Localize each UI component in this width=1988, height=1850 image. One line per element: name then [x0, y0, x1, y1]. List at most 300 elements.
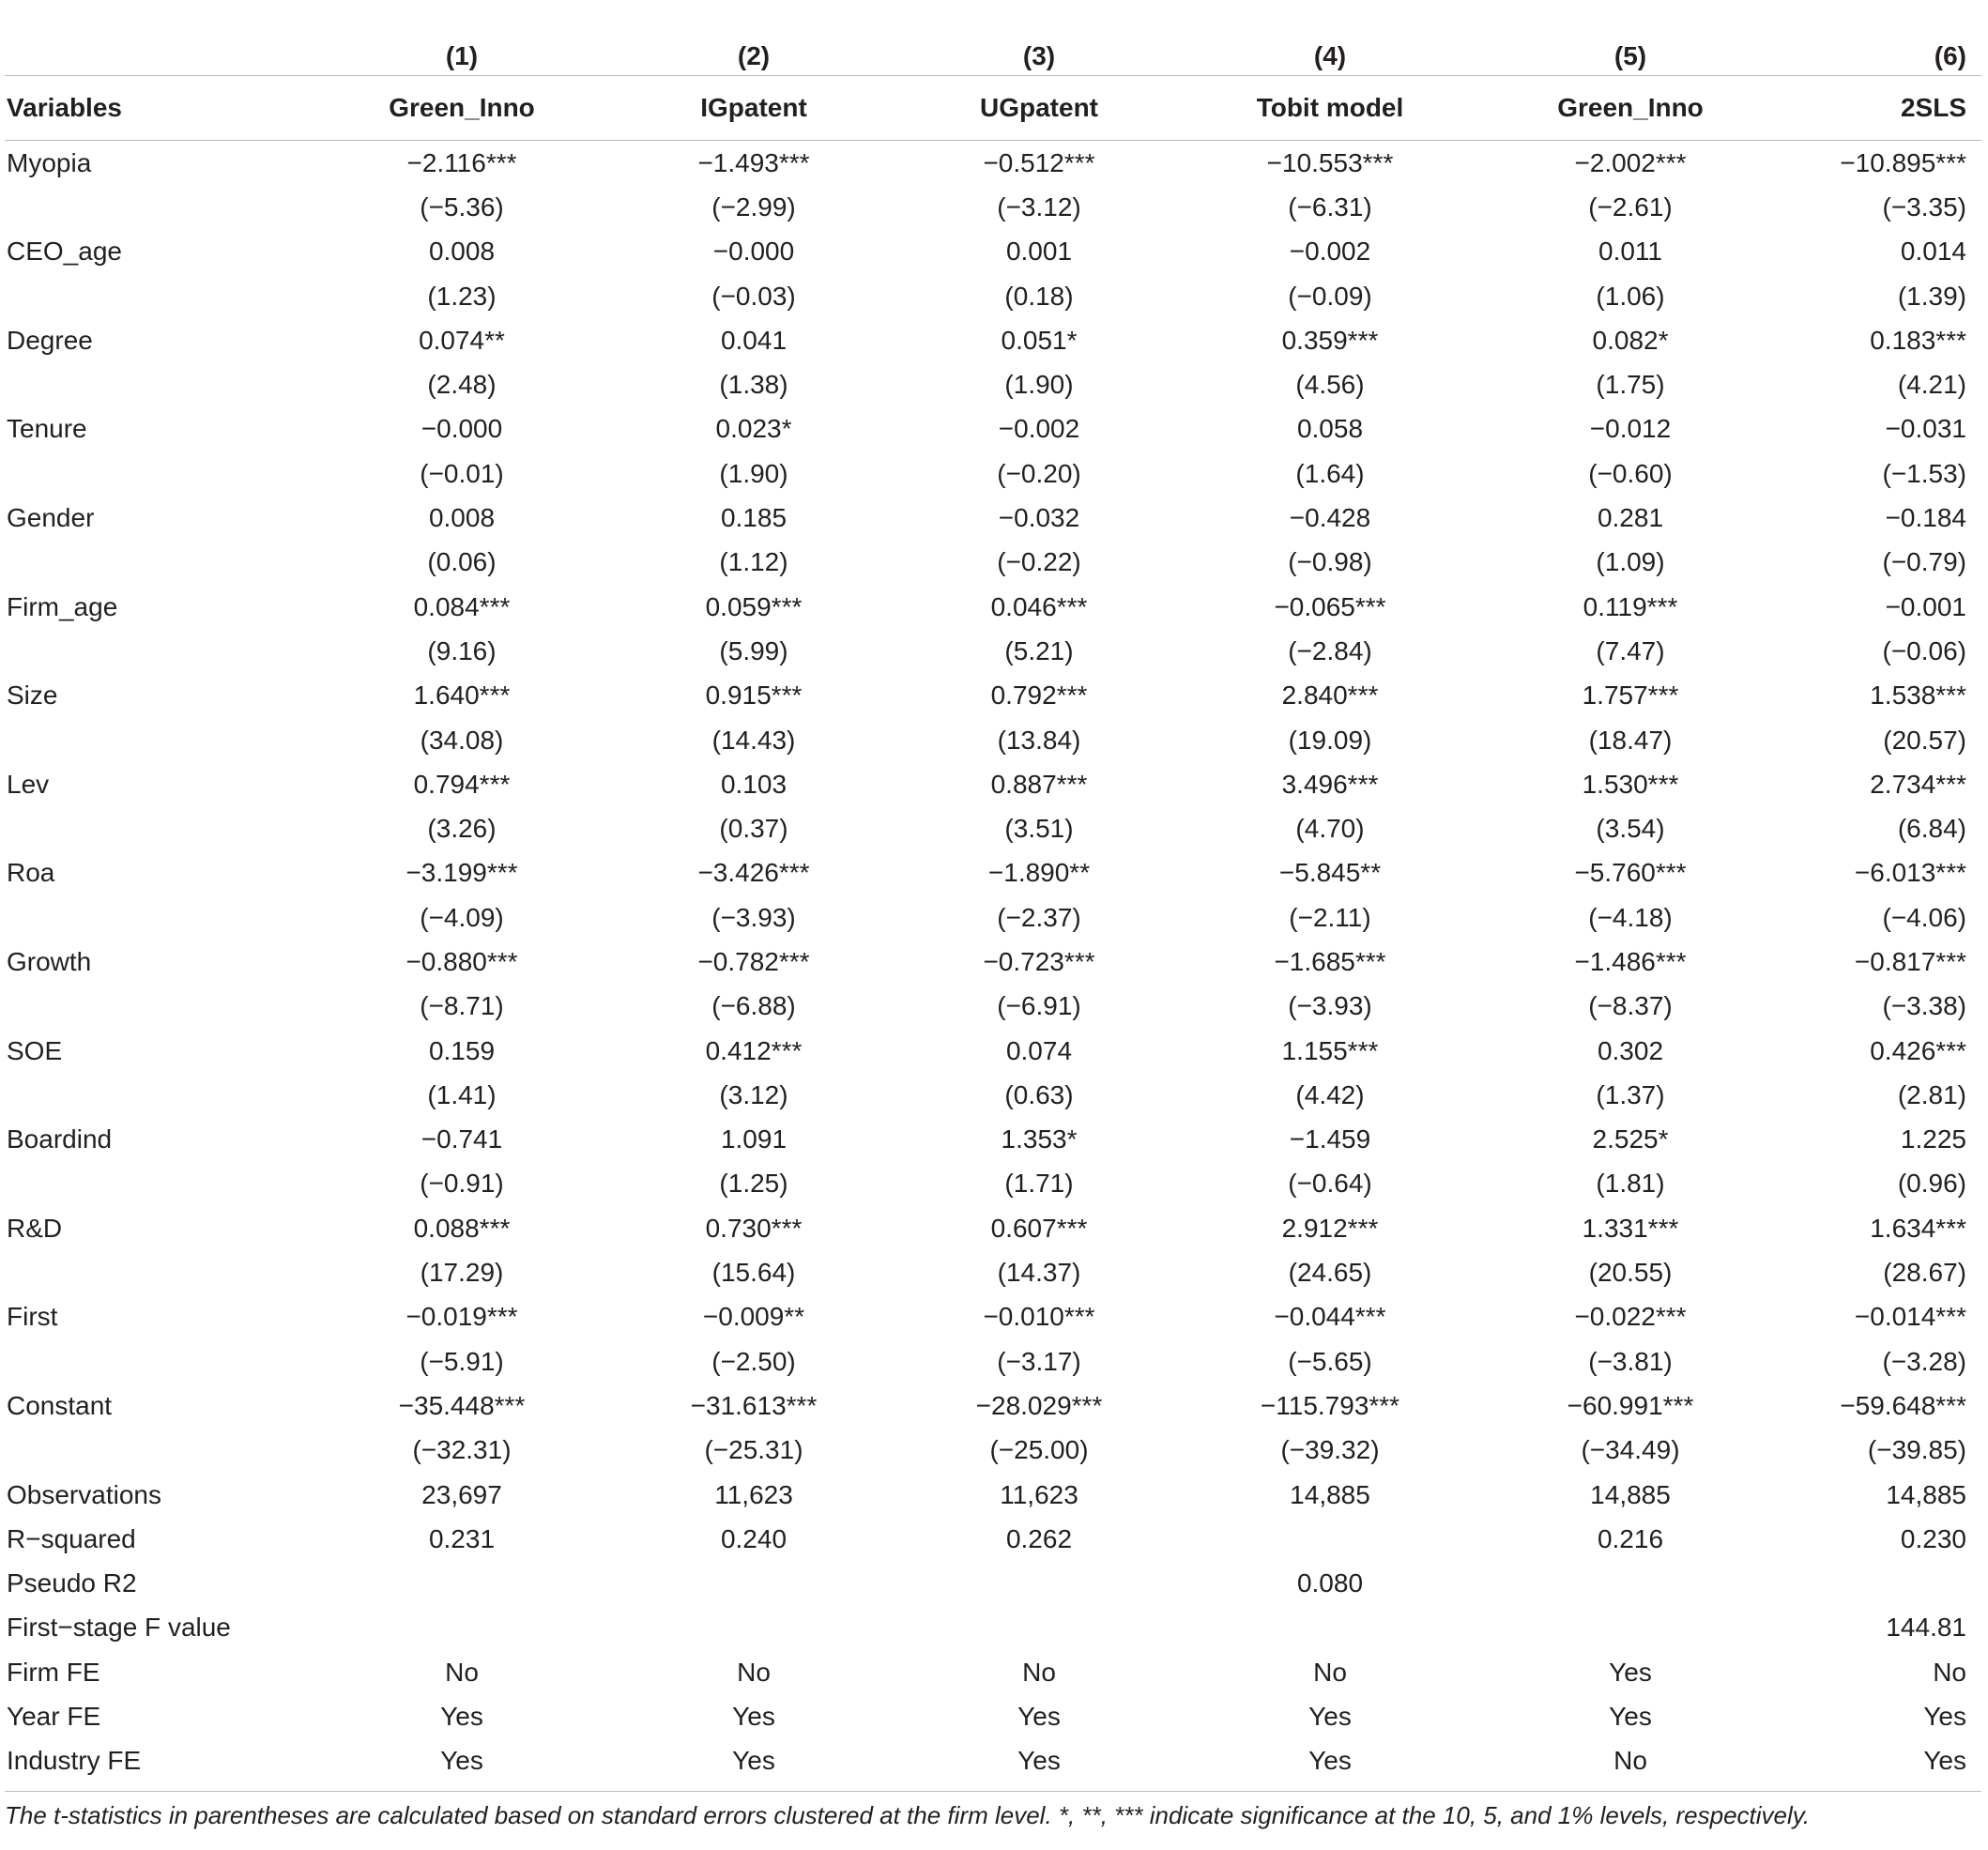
variable-name-cell: First−stage F value — [7, 1613, 231, 1643]
table-cell: (−4.06) — [1882, 902, 1966, 932]
table-cell: Yes — [732, 1746, 775, 1776]
table-cell: 0.231 — [428, 1523, 496, 1553]
table-cell: (−34.49) — [1581, 1435, 1680, 1465]
variable-name-cell: Size — [7, 680, 58, 711]
table-cell: (14.37) — [997, 1258, 1081, 1288]
table-cell: (−25.31) — [704, 1435, 803, 1465]
table-cell: No — [1022, 1657, 1056, 1687]
table-row — [5, 1517, 1981, 1561]
variable-name-cell: First — [7, 1302, 58, 1332]
variable-name-cell — [5, 451, 324, 496]
table-cell: 1.155*** — [1281, 1035, 1379, 1065]
table-cell: (−0.06) — [1882, 635, 1966, 665]
table-cell: (20.57) — [1883, 725, 1966, 755]
table-row — [5, 451, 1981, 496]
table-cell: −0.014*** — [1854, 1302, 1966, 1332]
table-cell: (2.48) — [427, 370, 497, 400]
table-cell: (−3.93) — [711, 902, 796, 932]
table-row — [5, 1562, 1981, 1606]
table-row — [5, 541, 1981, 585]
variable-name-cell: Boardind — [7, 1124, 113, 1154]
table-cell: (−3.17) — [997, 1346, 1081, 1376]
table-cell: (−0.64) — [1288, 1169, 1372, 1199]
table-cell: 23,697 — [421, 1479, 502, 1509]
table-cell: 0.915*** — [705, 680, 803, 711]
table-cell: 0.426*** — [1870, 1035, 1966, 1065]
table-cell: −0.002 — [1289, 237, 1371, 267]
table-cell: 0.119*** — [1583, 591, 1678, 621]
table-cell: −1.486*** — [1574, 946, 1687, 976]
variable-name-cell: Tenure — [7, 414, 87, 444]
table-cell: (1.41) — [427, 1079, 497, 1109]
table-cell: (1.23) — [427, 281, 497, 311]
table-row — [5, 806, 1981, 850]
table-row — [5, 1118, 1981, 1162]
table-cell: −0.032 — [998, 503, 1080, 533]
table-cell: 0.159 — [428, 1035, 496, 1065]
regression-table-container — [5, 17, 1981, 1783]
column-number: (5) — [1613, 41, 1647, 70]
table-cell: (9.16) — [427, 635, 497, 665]
table-cell: (−3.81) — [1588, 1346, 1673, 1376]
table-row — [5, 274, 1981, 318]
table-cell: (0.18) — [1004, 281, 1074, 311]
table-row — [5, 585, 1981, 629]
table-row — [5, 407, 1981, 451]
column-header: Variables — [5, 76, 324, 141]
table-cell: −0.010*** — [983, 1302, 1095, 1332]
table-cell: −0.428 — [1289, 503, 1371, 533]
table-row — [5, 674, 1981, 718]
table-cell: (4.70) — [1295, 814, 1365, 844]
table-cell: (7.47) — [1596, 635, 1665, 665]
table-cell: (−0.03) — [711, 281, 796, 311]
variable-name-cell — [5, 1073, 324, 1117]
table-cell: Yes — [440, 1702, 483, 1732]
table-row — [5, 1029, 1981, 1073]
table-cell: −1.685*** — [1274, 946, 1386, 976]
table-cell: (1.81) — [1596, 1169, 1665, 1199]
table-cell: 0.281 — [1597, 503, 1664, 533]
table-cell: (6.84) — [1897, 814, 1966, 844]
table-row — [5, 318, 1981, 362]
table-cell: (−4.09) — [420, 902, 504, 932]
table-cell: 0.302 — [1597, 1035, 1664, 1065]
variable-name-cell: Myopia — [7, 147, 92, 177]
table-cell: −10.553*** — [1266, 147, 1394, 177]
table-row — [5, 1073, 1981, 1117]
table-cell: Yes — [732, 1702, 775, 1732]
table-cell: −0.044*** — [1274, 1302, 1386, 1332]
table-cell: (−1.53) — [1882, 458, 1966, 488]
table-cell: 0.412*** — [705, 1035, 803, 1065]
table-cell: 1.634*** — [1870, 1213, 1966, 1243]
variable-name-cell: Constant — [7, 1390, 113, 1420]
variable-name-cell: Year FE — [7, 1702, 101, 1732]
table-cell: 2.525* — [1592, 1124, 1669, 1154]
table-cell: (0.63) — [1004, 1079, 1074, 1109]
table-cell: 1.530*** — [1582, 769, 1679, 799]
table-cell: (−6.31) — [1288, 191, 1372, 222]
variable-name-cell — [5, 274, 324, 318]
table-cell: 2.840*** — [1281, 680, 1379, 711]
table-cell: (24.65) — [1288, 1258, 1372, 1288]
table-cell: −5.845** — [1278, 858, 1382, 888]
table-cell: (−8.37) — [1588, 991, 1673, 1021]
table-cell: (−2.37) — [997, 902, 1081, 932]
table-cell: 0.008 — [428, 237, 496, 267]
table-cell: −1.493*** — [697, 147, 810, 177]
table-cell: 0.262 — [1005, 1523, 1073, 1553]
table-cell: (28.67) — [1883, 1258, 1966, 1288]
table-cell: (19.09) — [1288, 725, 1372, 755]
table-cell: (−5.36) — [420, 191, 504, 222]
table-cell: −0.012 — [1589, 414, 1672, 444]
table-row — [5, 1473, 1981, 1517]
column-number: (6) — [1934, 41, 1966, 70]
table-cell: 0.001 — [1005, 237, 1073, 267]
table-cell: 0.183*** — [1870, 325, 1966, 355]
table-cell: 0.051* — [1001, 325, 1078, 355]
table-cell: −2.116*** — [406, 147, 517, 177]
table-cell: (3.12) — [719, 1079, 788, 1109]
variable-name-cell: SOE — [7, 1035, 63, 1065]
table-cell: (3.51) — [1004, 814, 1074, 844]
table-cell: 0.216 — [1597, 1523, 1664, 1553]
table-cell: (−6.91) — [997, 991, 1081, 1021]
table-cell: 0.080 — [1296, 1568, 1364, 1598]
table-cell: (1.75) — [1596, 370, 1665, 400]
table-cell: (5.99) — [719, 635, 788, 665]
table-cell: 0.082* — [1592, 325, 1669, 355]
column-number: (3) — [1022, 41, 1056, 70]
table-cell: Yes — [1017, 1702, 1061, 1732]
variable-name-cell — [5, 1429, 324, 1473]
column-header: IGpatent — [600, 76, 908, 141]
variable-name-cell: R−squared — [7, 1523, 136, 1553]
table-cell: (1.37) — [1596, 1079, 1665, 1109]
table-cell: (14.43) — [711, 725, 796, 755]
table-cell: (1.09) — [1596, 547, 1665, 577]
variable-name-cell — [5, 1339, 324, 1384]
table-cell: Yes — [1923, 1702, 1966, 1732]
table-cell: −0.022*** — [1574, 1302, 1687, 1332]
variable-name-cell — [5, 362, 324, 406]
regression-table — [5, 17, 1981, 1783]
table-cell: 0.074** — [419, 325, 505, 355]
table-cell: 1.757*** — [1582, 680, 1679, 711]
table-cell: (−5.65) — [1288, 1346, 1372, 1376]
table-cell: 0.008 — [428, 503, 496, 533]
table-cell: −6.013*** — [1854, 858, 1966, 888]
table-cell: −0.184 — [1885, 503, 1966, 533]
table-cell: (1.06) — [1596, 281, 1665, 311]
table-cell: (15.64) — [711, 1258, 796, 1288]
table-cell: (−5.91) — [420, 1346, 504, 1376]
table-cell: (1.39) — [1897, 281, 1966, 311]
table-cell: (−0.01) — [420, 458, 504, 488]
table-cell — [324, 1562, 600, 1606]
table-cell: −0.000 — [712, 237, 795, 267]
table-cell — [600, 1562, 908, 1606]
table-cell: Yes — [1017, 1746, 1061, 1776]
table-cell: (20.55) — [1588, 1258, 1673, 1288]
table-row — [5, 1162, 1981, 1206]
table-cell: (1.71) — [1004, 1169, 1074, 1199]
column-number-row — [5, 17, 1981, 76]
table-cell — [600, 1606, 908, 1650]
table-cell: (−2.99) — [711, 191, 796, 222]
variable-name-cell — [5, 1162, 324, 1206]
table-cell: 0.011 — [1598, 237, 1662, 267]
table-cell: No — [1933, 1657, 1966, 1687]
table-cell: (4.42) — [1295, 1079, 1365, 1109]
table-cell — [1170, 1606, 1490, 1650]
table-row — [5, 940, 1981, 984]
table-cell: −0.817*** — [1854, 946, 1966, 976]
table-row — [5, 895, 1981, 940]
table-cell: 0.607*** — [990, 1213, 1088, 1243]
table-cell: (1.25) — [719, 1169, 788, 1199]
table-cell: (1.38) — [719, 370, 788, 400]
table-row — [5, 1429, 1981, 1473]
table-cell: (3.26) — [427, 814, 497, 844]
table-cell: −0.031 — [1885, 414, 1966, 444]
table-cell: −0.512*** — [983, 147, 1095, 177]
table-cell: −28.029*** — [975, 1390, 1103, 1420]
table-cell: −0.000 — [421, 414, 503, 444]
table-cell: −0.002 — [998, 414, 1080, 444]
table-cell: Yes — [440, 1746, 483, 1776]
table-row — [5, 496, 1981, 540]
table-cell: (−0.98) — [1288, 547, 1372, 577]
table-row — [5, 985, 1981, 1029]
table-row — [5, 1606, 1981, 1650]
table-cell: Yes — [1609, 1657, 1652, 1687]
table-cell: 0.014 — [1900, 237, 1966, 267]
table-cell — [1490, 1606, 1771, 1650]
table-cell: −0.001 — [1885, 591, 1966, 621]
column-number: (2) — [737, 41, 771, 70]
table-row — [5, 1295, 1981, 1339]
table-cell: 0.730*** — [705, 1213, 803, 1243]
table-cell: (−6.88) — [711, 991, 796, 1021]
table-cell: 0.058 — [1296, 414, 1364, 444]
table-cell: 14,885 — [1590, 1479, 1671, 1509]
table-cell — [1490, 1562, 1771, 1606]
variable-name-cell: Roa — [7, 858, 55, 888]
table-footnote: The t-statistics in parentheses are calculated based on standard errors clustered at the firm level. *, **, *** indicate significance at the 10, 5, and 1% levels, respectively. — [5, 1791, 1981, 1830]
table-cell: 1.640*** — [413, 680, 511, 711]
table-cell: 1.225 — [1900, 1124, 1966, 1154]
table-row — [5, 362, 1981, 406]
column-header: 2SLS — [1771, 76, 1981, 141]
table-cell: No — [737, 1657, 771, 1687]
table-cell: No — [1613, 1746, 1647, 1776]
table-row — [5, 1650, 1981, 1694]
table-cell: −0.723*** — [983, 946, 1095, 976]
table-row — [5, 1739, 1981, 1783]
variable-name-cell — [5, 718, 324, 762]
table-cell: −0.019*** — [405, 1302, 518, 1332]
table-cell: 0.887*** — [990, 769, 1088, 799]
table-cell: (−25.00) — [989, 1435, 1089, 1465]
table-cell: −0.009** — [702, 1302, 805, 1332]
table-cell: (−3.12) — [997, 191, 1081, 222]
table-cell: (−2.50) — [711, 1346, 796, 1376]
table-cell: Yes — [1609, 1702, 1652, 1732]
table-cell: −0.880*** — [405, 946, 518, 976]
table-cell: 144.81 — [1886, 1613, 1966, 1643]
table-cell: (1.12) — [719, 547, 788, 577]
table-cell: −3.426*** — [697, 858, 810, 888]
variable-name-cell — [5, 629, 324, 673]
variable-name-cell: Growth — [7, 946, 92, 976]
table-row — [5, 230, 1981, 274]
table-cell: 2.912*** — [1281, 1213, 1379, 1243]
table-cell: (−4.18) — [1588, 902, 1673, 932]
table-cell: 1.331*** — [1582, 1213, 1679, 1243]
table-cell: 11,623 — [1000, 1479, 1078, 1509]
table-cell: −59.648*** — [1840, 1390, 1966, 1420]
table-cell: (1.90) — [1004, 370, 1074, 400]
column-header: UGpatent — [908, 76, 1170, 141]
table-cell: (4.21) — [1897, 370, 1966, 400]
table-cell: 0.041 — [720, 325, 788, 355]
table-row — [5, 1694, 1981, 1738]
table-cell: (−0.22) — [997, 547, 1081, 577]
variable-name-cell — [5, 1250, 324, 1294]
table-cell: 0.088*** — [413, 1213, 511, 1243]
table-cell: 3.496*** — [1281, 769, 1379, 799]
table-cell: −35.448*** — [398, 1390, 526, 1420]
table-row — [5, 141, 1981, 186]
table-cell: 0.792*** — [990, 680, 1088, 711]
variable-name-cell: CEO_age — [7, 237, 122, 267]
table-cell — [908, 1562, 1170, 1606]
table-cell: (1.90) — [719, 458, 788, 488]
table-cell: −1.459 — [1289, 1124, 1371, 1154]
table-cell: (0.06) — [427, 547, 497, 577]
table-cell: (13.84) — [997, 725, 1081, 755]
column-header: Green_Inno — [1490, 76, 1771, 141]
table-cell — [324, 1606, 600, 1650]
table-cell: 0.794*** — [413, 769, 511, 799]
variable-name-cell — [5, 185, 324, 229]
table-cell: Yes — [1923, 1746, 1966, 1776]
table-cell: (0.37) — [719, 814, 788, 844]
table-cell: (0.96) — [1897, 1169, 1966, 1199]
table-cell — [1771, 1562, 1981, 1606]
table-cell: 0.046*** — [990, 591, 1088, 621]
table-cell: 0.103 — [720, 769, 788, 799]
table-cell: 1.538*** — [1870, 680, 1966, 711]
column-number: (1) — [445, 41, 479, 70]
table-row — [5, 629, 1981, 673]
table-row — [5, 762, 1981, 806]
table-cell: (4.56) — [1295, 370, 1365, 400]
table-cell: 2.734*** — [1870, 769, 1966, 799]
table-cell — [1170, 1517, 1490, 1561]
table-cell: 0.230 — [1900, 1523, 1966, 1553]
table-cell: (−0.20) — [997, 458, 1081, 488]
table-cell: (2.81) — [1897, 1079, 1966, 1109]
table-cell: −1.890** — [987, 858, 1091, 888]
table-cell: −60.991*** — [1567, 1390, 1694, 1420]
table-row — [5, 1206, 1981, 1250]
table-cell: (−0.60) — [1588, 458, 1673, 488]
variable-name-cell — [5, 806, 324, 850]
table-cell: −5.760*** — [1574, 858, 1687, 888]
table-cell: (−0.09) — [1288, 281, 1372, 311]
table-cell: Yes — [1308, 1702, 1352, 1732]
table-cell: 0.359*** — [1281, 325, 1379, 355]
table-cell: 0.023* — [715, 414, 792, 444]
table-header — [5, 17, 1981, 141]
variable-name-cell: Firm_age — [7, 591, 118, 621]
table-cell: 14,885 — [1290, 1479, 1370, 1509]
table-cell: (−0.79) — [1882, 547, 1966, 577]
variable-name-cell: R&D — [7, 1213, 63, 1243]
table-cell: −115.793*** — [1260, 1390, 1400, 1420]
table-cell: −2.002*** — [1574, 147, 1687, 177]
table-cell: 11,623 — [714, 1479, 793, 1509]
table-cell: 14,885 — [1886, 1479, 1966, 1509]
table-cell: 0.059*** — [705, 591, 803, 621]
table-cell: No — [1313, 1657, 1347, 1687]
variable-name-cell: Gender — [7, 503, 95, 533]
table-row — [5, 851, 1981, 895]
table-cell: (−32.31) — [412, 1435, 512, 1465]
variable-name-cell: Pseudo R2 — [7, 1568, 137, 1598]
table-cell: (−3.38) — [1882, 991, 1966, 1021]
column-number: (4) — [1313, 41, 1347, 70]
table-cell: (3.54) — [1596, 814, 1665, 844]
table-cell: (5.21) — [1004, 635, 1074, 665]
table-cell: −31.613*** — [690, 1390, 818, 1420]
table-cell: (−0.91) — [420, 1169, 504, 1199]
variable-name-cell: Observations — [7, 1479, 161, 1509]
variable-name-cell — [5, 985, 324, 1029]
table-cell: No — [445, 1657, 479, 1687]
table-cell: (34.08) — [420, 725, 504, 755]
table-cell: (1.64) — [1295, 458, 1365, 488]
variable-name-cell: Degree — [7, 325, 93, 355]
variable-name-cell: Lev — [7, 769, 50, 799]
table-cell: −0.741 — [421, 1124, 503, 1154]
variable-name-cell — [5, 895, 324, 940]
column-number — [5, 17, 324, 76]
table-row — [5, 1384, 1981, 1428]
table-cell — [908, 1606, 1170, 1650]
column-header: Green_Inno — [324, 76, 600, 141]
variable-name-cell — [5, 541, 324, 585]
column-name-row — [5, 76, 1981, 141]
table-cell: (−3.28) — [1882, 1346, 1966, 1376]
table-cell: 1.353* — [1001, 1124, 1078, 1154]
table-cell: (−3.35) — [1882, 191, 1966, 222]
table-cell: 0.240 — [720, 1523, 788, 1553]
table-cell: (−3.93) — [1288, 991, 1372, 1021]
table-row — [5, 1250, 1981, 1294]
table-cell: −10.895*** — [1840, 147, 1966, 177]
table-cell: (−8.71) — [420, 991, 504, 1021]
table-cell: (18.47) — [1588, 725, 1673, 755]
table-cell: (−2.11) — [1289, 902, 1371, 932]
table-row — [5, 185, 1981, 229]
table-cell: (−2.84) — [1288, 635, 1372, 665]
table-row — [5, 718, 1981, 762]
